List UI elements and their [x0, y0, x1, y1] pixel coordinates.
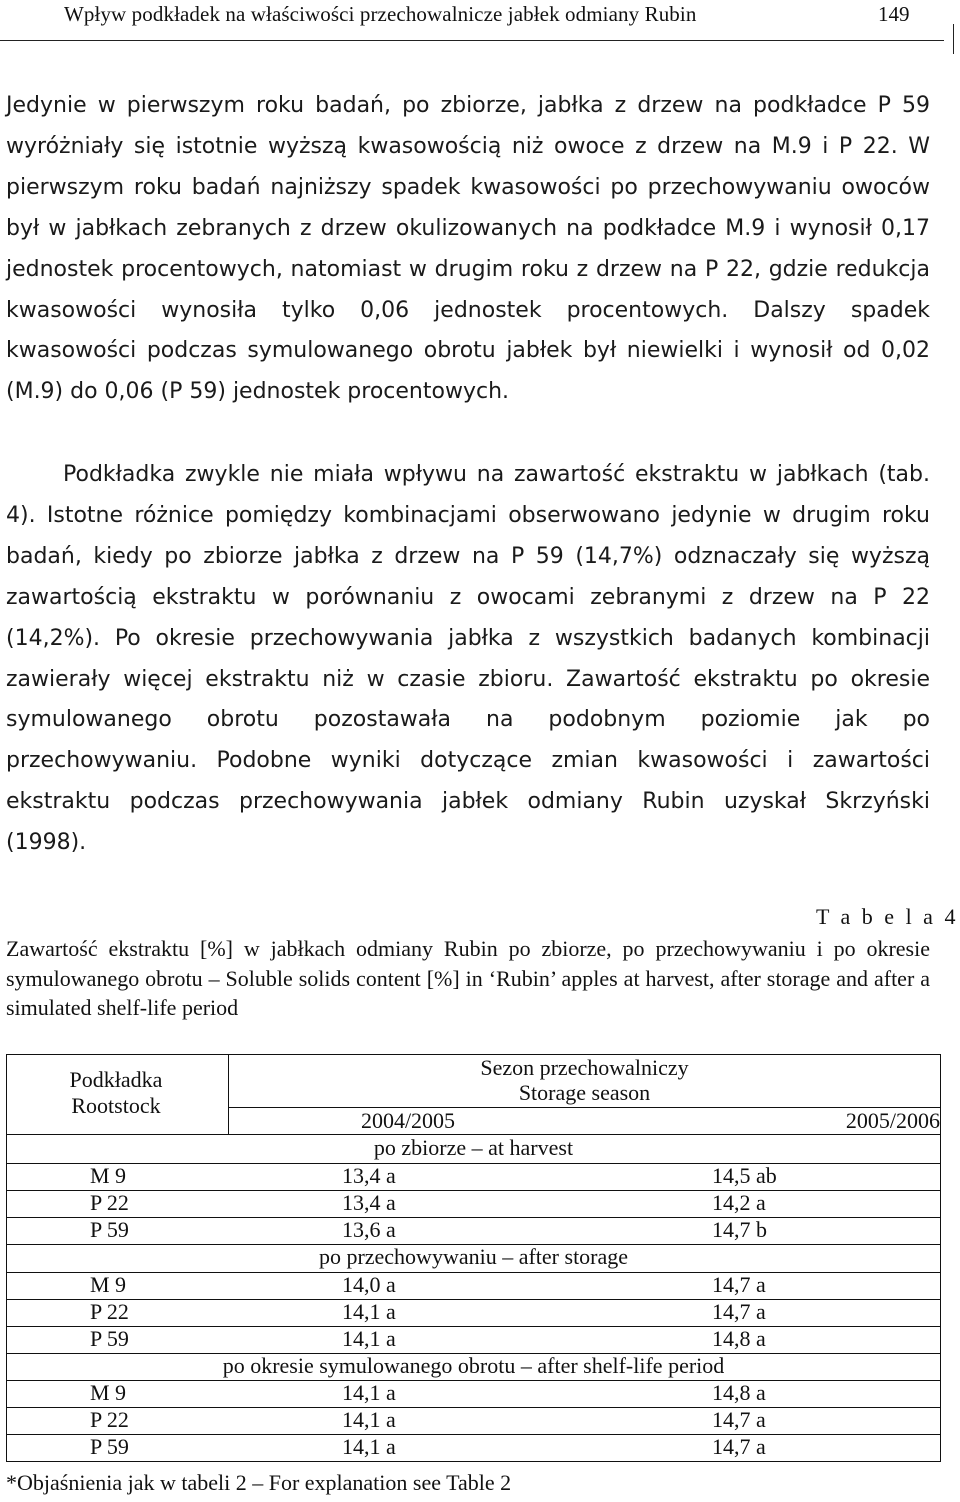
row-rootstock: P 22 — [90, 1299, 129, 1324]
season-header-pl: Sezon przechowalniczy — [480, 1055, 689, 1080]
season-header-en: Storage season — [518, 1080, 651, 1105]
year-2-header: 2005/2006 — [845, 1108, 940, 1133]
margin-mark — [953, 24, 954, 54]
row-value-2004: 14,1 a — [342, 1434, 396, 1459]
row-rootstock: M 9 — [90, 1163, 127, 1188]
table-rule-r — [6, 1190, 941, 1191]
table-label: T a b e l a 4 — [816, 904, 959, 929]
table-rule-r — [6, 1217, 941, 1218]
row-value-2004: 14,1 a — [342, 1407, 396, 1432]
section-title-harvest: po zbiorze – at harvest — [373, 1135, 574, 1160]
row-value-2005: 14,7 a — [712, 1434, 766, 1459]
row-value-2005: 14,8 a — [712, 1326, 766, 1351]
row-value-2005: 14,8 a — [712, 1380, 766, 1405]
row-rootstock: P 22 — [90, 1407, 129, 1432]
table-footnote: *Objaśnienia jak w tabeli 2 – For explanation see Table 2 — [6, 1470, 512, 1495]
row-rootstock: M 9 — [90, 1380, 127, 1405]
running-header — [0, 0, 960, 40]
row-rootstock: P 22 — [90, 1190, 129, 1215]
table-rule-s1 — [6, 1163, 941, 1164]
row-value-2005: 14,7 a — [712, 1299, 766, 1324]
page-number: 149 — [878, 2, 910, 26]
table-rule-r — [6, 1407, 941, 1408]
section-title-storage: po przechowywaniu – after storage — [318, 1244, 629, 1269]
row-value-2004: 14,1 a — [342, 1326, 396, 1351]
row-rootstock: P 59 — [90, 1217, 129, 1242]
row-value-2004: 13,4 a — [342, 1163, 396, 1188]
section-title-shelf-life: po okresie symulowanego obrotu – after shelf-life period — [222, 1353, 725, 1378]
row-rootstock: P 59 — [90, 1434, 129, 1459]
row-value-2005: 14,7 a — [712, 1272, 766, 1297]
table-rule-bottom — [6, 1461, 941, 1462]
row-value-2004: 14,1 a — [342, 1380, 396, 1405]
row-value-2004: 14,1 a — [342, 1299, 396, 1324]
table-rule-r — [6, 1326, 941, 1327]
table-rule-r — [6, 1434, 941, 1435]
row-rootstock: M 9 — [90, 1272, 127, 1297]
row-value-2005: 14,5 ab — [712, 1163, 777, 1188]
rootstock-header-pl: Podkładka — [69, 1067, 163, 1092]
row-value-2004: 13,4 a — [342, 1190, 396, 1215]
row-value-2005: 14,7 a — [712, 1407, 766, 1432]
year-1-header: 2004/2005 — [360, 1108, 456, 1133]
paragraph-2: Podkładka zwykle nie miała wpływu na zawartość ekstraktu w jabłkach (tab. 4). Istotne różnice pomiędzy kombinacjami obserwowano jedynie w drugim roku badań, kiedy po zbiorze jabłka z drzew na P 59 (14,7%) odznaczały się wyższą zawartością ekstraktu w porównaniu z owocami zebranymi z drzew na P 22 (14,2%). Po okresie przechowywania jabłka z wszystkich badanych kombinacji zawierały więcej ekstraktu niż w czasie zbioru. Zawartość ekstraktu po okresie symulowanego obrotu pozostawała na podobnym poziomie jak po przechowywaniu. Podobne wyniki dotyczące zmian kwasowości i zawartości ekstraktu podczas przechowywania jabłek odmiany Rubin uzyskał Skrzyński (1998). — [6, 462, 930, 856]
header-rule — [0, 40, 944, 41]
table-rule-s2 — [6, 1272, 941, 1273]
table-rule-r — [6, 1299, 941, 1300]
table-caption: Zawartość ekstraktu [%] w jabłkach odmiany Rubin po zbiorze, po przechowywaniu i po okresie symulowanego obrotu – Soluble solids content [%] in ‘Rubin’ apples at harvest, after storage and after a simulated shelf-life period — [6, 936, 930, 1020]
row-value-2005: 14,2 a — [712, 1190, 766, 1215]
paragraph-1: Jedynie w pierwszym roku badań, po zbiorze, jabłka z drzew na podkładce P 59 wyróżniały się istotnie wyższą kwasowością niż owoce z drzew na M.9 i P 22. W pierwszym roku badań najniższy spadek kwasowości po przechowywaniu owoców był w jabłkach zebranych z drzew okulizowanych na podkładce M.9 i wynosił 0,17 jednostek procentowych, natomiast w drugim roku z drzew na P 22, gdzie redukcja kwasowości wynosiła tylko 0,06 jednostek procentowych. Dalszy spadek kwasowości podczas symulowanego obrotu jabłek był niewielki i wynosił od 0,02 (M.9) do 0,06 (P 59) jednostek procentowych. — [6, 93, 930, 405]
row-rootstock: P 59 — [90, 1326, 129, 1351]
row-value-2004: 13,6 a — [342, 1217, 396, 1242]
row-value-2004: 14,0 a — [342, 1272, 396, 1297]
table-rule-s3 — [6, 1380, 941, 1381]
row-value-2005: 14,7 b — [712, 1217, 767, 1242]
rootstock-header-en: Rootstock — [71, 1093, 161, 1118]
running-title: Wpływ podkładek na właściwości przechowalnicze jabłek odmiany Rubin — [64, 2, 697, 26]
